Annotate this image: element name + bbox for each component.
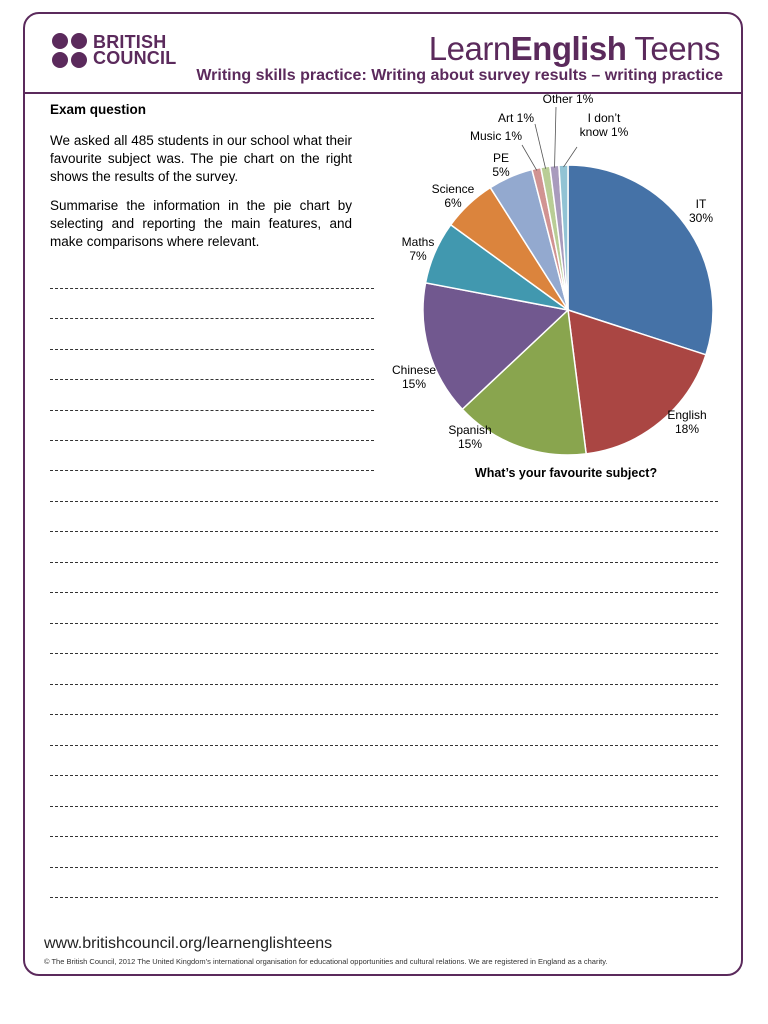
logo-wordmark bbox=[93, 34, 176, 66]
answer-line[interactable] bbox=[50, 806, 718, 807]
exam-question-heading: Exam question bbox=[50, 102, 147, 117]
answer-line[interactable] bbox=[50, 897, 718, 898]
slice-label: PE 5% bbox=[492, 151, 510, 179]
slice-label: I don’t know 1% bbox=[579, 111, 629, 139]
footer-copyright: © The British Council, 2012 The United Kingdom’s international organisation for educational opportunities and cultural relations. We are registered in England as a charity. bbox=[44, 957, 608, 966]
answer-line[interactable] bbox=[50, 714, 718, 715]
slice-label: Spanish 15% bbox=[448, 423, 492, 451]
answer-line[interactable] bbox=[50, 653, 718, 654]
pie-chart-svg bbox=[380, 92, 740, 492]
slice-label: Art 1% bbox=[497, 111, 535, 125]
slice-label: English 18% bbox=[667, 408, 707, 436]
answer-line[interactable] bbox=[50, 288, 374, 289]
answer-line[interactable] bbox=[50, 531, 718, 532]
brand-english: English bbox=[510, 30, 627, 67]
page-title: Writing skills practice: Writing about survey results – writing practice bbox=[196, 67, 723, 84]
logo-dots-icon bbox=[52, 33, 89, 70]
slice-label: Music 1% bbox=[469, 129, 523, 143]
answer-line[interactable] bbox=[50, 775, 718, 776]
answer-line[interactable] bbox=[50, 592, 718, 593]
slice-label: Science 6% bbox=[431, 182, 475, 210]
british-council-logo bbox=[52, 33, 182, 69]
leader-line bbox=[522, 145, 537, 170]
logo-line-2: COUNCIL bbox=[93, 48, 177, 68]
logo-line-1: BRITISH bbox=[93, 32, 167, 52]
answer-line[interactable] bbox=[50, 410, 374, 411]
answer-line[interactable] bbox=[50, 562, 718, 563]
answer-line[interactable] bbox=[50, 745, 718, 746]
slice-label: IT 30% bbox=[688, 197, 714, 225]
leader-line bbox=[535, 124, 546, 169]
answer-line[interactable] bbox=[50, 836, 718, 837]
answer-line[interactable] bbox=[50, 501, 718, 502]
brand-teens: Teens bbox=[626, 30, 720, 67]
slice-label: Maths 7% bbox=[401, 235, 435, 263]
answer-line[interactable] bbox=[50, 349, 374, 350]
exam-instruction-paragraph: Summarise the information in the pie chart by selecting and reporting the main features, and make comparisons where relevant. bbox=[50, 198, 352, 249]
footer-url-link[interactable]: www.britishcouncil.org/learnenglishteens bbox=[44, 935, 333, 952]
slice-label: Chinese 15% bbox=[391, 363, 437, 391]
answer-line[interactable] bbox=[50, 623, 718, 624]
slice-label: Other 1% bbox=[542, 92, 594, 106]
answer-line[interactable] bbox=[50, 440, 374, 441]
leader-line bbox=[564, 147, 577, 167]
answer-line[interactable] bbox=[50, 867, 718, 868]
chart-title: What’s your favourite subject? bbox=[474, 466, 658, 480]
answer-line[interactable] bbox=[50, 470, 374, 471]
leader-line bbox=[555, 107, 556, 168]
answer-line[interactable] bbox=[50, 684, 718, 685]
answer-line[interactable] bbox=[50, 379, 374, 380]
favourite-subject-pie-chart bbox=[380, 92, 740, 492]
exam-question-paragraph: We asked all 485 students in our school what their favourite subject was. The pie chart on the right shows the results of the survey. bbox=[50, 133, 352, 184]
learnenglish-teens-brand bbox=[429, 30, 720, 68]
brand-learn: Learn bbox=[428, 30, 511, 67]
answer-line[interactable] bbox=[50, 318, 374, 319]
